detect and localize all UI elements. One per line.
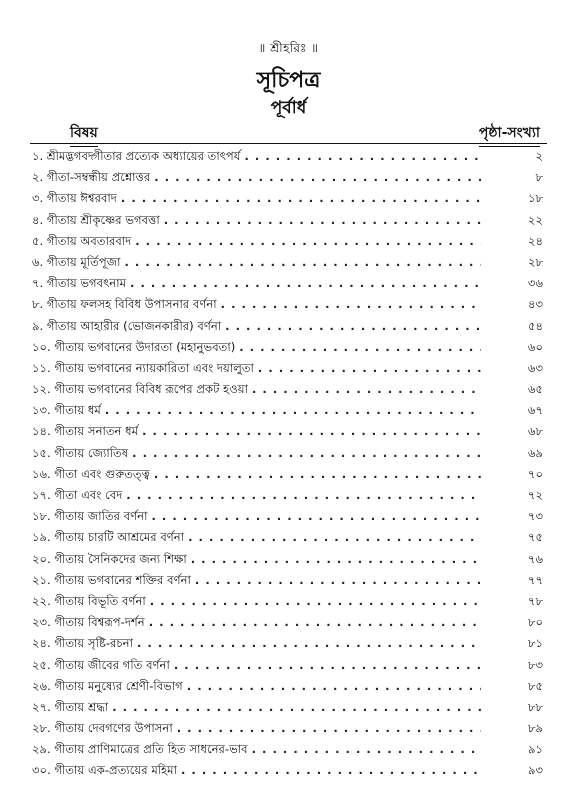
toc-entry-page-number: ৮০ <box>527 615 543 630</box>
dot-leader <box>221 316 481 337</box>
toc-entry-title: ১০. গীতায় ভগবানের উদারতা (মহানুভবতা) <box>32 339 236 354</box>
toc-entry-page-number: ২ <box>535 149 543 163</box>
dot-leader <box>191 570 481 591</box>
toc-entry-page-number: ৩৬ <box>527 276 543 291</box>
toc-entry-page-number: ১৮ <box>527 191 543 206</box>
toc-entry-page-number: ৬৭ <box>527 403 543 418</box>
toc-entry <box>32 655 547 676</box>
toc-entry <box>32 146 547 167</box>
toc-entry <box>32 612 547 633</box>
toc-entry-title: ৩০. গীতায় এক-প্রত্যয়ের মহিমা <box>32 763 177 778</box>
toc-entry-title: ২৫. গীতায় জীবের গতি বর্ণনা <box>32 657 170 672</box>
dot-leader <box>187 549 481 570</box>
toc-entry-page-number: ৭৫ <box>527 530 543 545</box>
dot-leader <box>138 421 481 442</box>
toc-entry-page-number: ৮১ <box>527 636 543 651</box>
toc-entry-page-number: ৮৯ <box>527 721 543 736</box>
toc-entry <box>32 676 547 697</box>
toc-entry <box>32 697 547 718</box>
toc-entry-title: ১. শ্রীমদ্ভগবদ্গীতার প্রত্যেক অধ্যায়ের তাৎপর্য <box>32 149 241 163</box>
toc-entry-page-number: ৮৮ <box>527 699 543 714</box>
toc-entry-page-number: ২২ <box>527 212 543 227</box>
toc-entry-title: ১৭. গীতা এবং বেদ <box>32 488 123 502</box>
toc-entry <box>32 633 547 654</box>
dot-leader <box>254 358 481 379</box>
dot-leader <box>184 527 481 548</box>
toc-entry-page-number: ৭২ <box>527 488 543 502</box>
toc-entry-page-number: ৮ <box>535 170 543 185</box>
toc-entry <box>32 252 547 273</box>
toc-entry-title: ১১. গীতায় ভগবানের ন্যায়কারিতা এবং দয়ালুতা <box>32 360 254 375</box>
toc-entry-title: ৩. গীতায় ঈশ্বরবাদ <box>32 191 117 206</box>
section-subtitle: পূর্বার্ধ <box>270 98 307 118</box>
dot-leader <box>177 760 481 781</box>
dot-leader <box>150 464 481 485</box>
toc-entry-title: ২. গীতা-সম্বন্ধীয় প্রশ্নোত্তর <box>32 170 151 185</box>
toc-entry-title: ১৩. গীতায় ধর্ম <box>32 403 101 418</box>
dot-leader <box>240 146 481 167</box>
toc-entry-page-number: ৭৭ <box>527 572 543 587</box>
toc-entry-title: ৯. গীতায় আহারীর (ভোজনকারীর) বর্ণনা <box>32 318 222 333</box>
dot-leader <box>217 294 481 315</box>
subject-column-header: বিষয় <box>70 121 98 147</box>
toc-entry-title: ২৭. গীতায় শ্রদ্ধা <box>32 699 109 714</box>
toc-entry <box>32 527 547 548</box>
dot-leader <box>120 252 481 273</box>
dot-leader <box>117 188 481 209</box>
toc-entry-title: ২২. গীতায় বিভূতি বর্ণনা <box>32 593 146 608</box>
toc-entry-page-number: ৬৯ <box>527 445 543 460</box>
toc-entry-page-number: ৬৮ <box>527 424 543 439</box>
toc-entry <box>32 358 547 379</box>
dot-leader <box>128 443 481 464</box>
toc-entry <box>32 739 547 760</box>
page-number-column-header: পৃষ্ঠা-সংখ্যা <box>479 121 540 147</box>
toc-entry-page-number: ৬৩ <box>527 360 543 375</box>
toc-entry-page-number: ২৪ <box>527 233 543 248</box>
toc-entry-title: ২০. গীতায় সৈনিকদের জন্য শিক্ষা <box>32 551 187 566</box>
toc-entry <box>32 231 547 252</box>
toc-entry-page-number: ২৮ <box>527 254 543 269</box>
dot-leader <box>126 273 481 294</box>
dot-leader <box>248 379 481 400</box>
toc-entry-title: ৭. গীতায় ভগবৎনাম <box>32 276 127 291</box>
toc-entry <box>32 443 547 464</box>
toc-entry-title: ২৯. গীতায় প্রাণিমাত্রের প্রতি হিত সাধনের-ভাব <box>32 742 248 757</box>
toc-entry-page-number: ৯৩ <box>527 763 543 778</box>
toc-entry-page-number: ৮৫ <box>527 678 543 693</box>
toc-entry-title: ২১. গীতায় ভগবানের শক্তির বর্ণনা <box>32 572 191 587</box>
toc-entry-page-number: ৫৪ <box>527 318 543 333</box>
toc-entry-title: ২৬. গীতায় মনুষ্যের শ্রেণী-বিভাগ <box>32 678 183 693</box>
dot-leader <box>131 231 481 252</box>
toc-entry-title: ১৪. গীতায় সনাতন ধর্ম <box>32 424 139 439</box>
toc-entry-title: ৬. গীতায় মূর্তিপূজা <box>32 254 121 269</box>
toc-entry-page-number: ৭৮ <box>527 593 543 608</box>
dot-leader <box>160 210 481 231</box>
toc-entry <box>32 570 547 591</box>
toc-entry-title: ৪. গীতায় শ্রীকৃষ্ণের ভগবত্তা <box>32 212 160 227</box>
dot-leader <box>108 697 481 718</box>
dot-leader <box>147 506 481 527</box>
toc-entry-title: ১২. গীতায় ভগবানের বিবিধ রূপের প্রকট হওয়া <box>32 382 248 397</box>
toc-entry <box>32 421 547 442</box>
toc-entry <box>32 549 547 570</box>
dot-leader <box>235 337 481 358</box>
toc-entry <box>32 485 547 506</box>
toc-entry-title: ১৮. গীতায় জাতির বর্ণনা <box>32 509 148 524</box>
toc-entry-title: ২৩. গীতায় বিশ্বরূপ-দর্শন <box>32 615 145 630</box>
dot-leader <box>146 591 481 612</box>
toc-entry-page-number: ৬০ <box>527 339 543 354</box>
toc-entry-title: ৫. গীতায় অবতারবাদ <box>32 233 132 248</box>
toc-entry-page-number: ৯১ <box>527 742 543 757</box>
toc-entry-page-number: ৮৩ <box>527 657 543 672</box>
page-title: সূচিপত্র <box>256 68 321 93</box>
toc-entry-title: ২৮. গীতায় দেবগণের উপাসনা <box>32 721 173 736</box>
toc-entry-title: ১৫. গীতায় জ্যোতিষ <box>32 445 129 460</box>
toc-entry-page-number: ৭৩ <box>527 509 543 524</box>
toc-entry <box>32 210 547 231</box>
toc-entry <box>32 591 547 612</box>
toc-entry <box>32 379 547 400</box>
dot-leader <box>150 167 481 188</box>
toc-entry <box>32 400 547 421</box>
toc-entry-page-number: ৬৫ <box>527 382 543 397</box>
toc-entry-title: ১৬. গীতা এবং গুরুতত্ত্ব <box>32 466 150 481</box>
toc-entry <box>32 506 547 527</box>
toc-entry-page-number: ৪৩ <box>527 297 543 312</box>
header-divider <box>30 143 547 144</box>
toc-entry <box>32 188 547 209</box>
invocation-text: ॥ শ্রীহরিঃ ॥ <box>258 41 319 55</box>
toc-entry <box>32 464 547 485</box>
dot-leader <box>173 718 481 739</box>
dot-leader <box>170 655 481 676</box>
toc-entry-page-number: ৭০ <box>527 466 543 481</box>
dot-leader <box>133 633 481 654</box>
toc-entry-page-number: ৭৬ <box>527 551 543 566</box>
dot-leader <box>183 676 481 697</box>
dot-leader <box>248 739 481 760</box>
toc-entry <box>32 294 547 315</box>
toc-entry <box>32 316 547 337</box>
toc-entry-title: ১৯. গীতায় চারটি আশ্রমের বর্ণনা <box>32 530 185 545</box>
toc-entry <box>32 273 547 294</box>
dot-leader <box>101 400 481 421</box>
toc-entry <box>32 718 547 739</box>
toc-entry-title: ২৪. গীতায় সৃষ্টি-রচনা <box>32 636 133 651</box>
dot-leader <box>122 485 481 506</box>
table-of-contents <box>32 146 547 782</box>
toc-entry-title: ৮. গীতায় ফলসহ বিবিধ উপাসনার বর্ণনা <box>32 297 217 312</box>
dot-leader <box>145 612 481 633</box>
toc-entry <box>32 167 547 188</box>
toc-entry <box>32 760 547 781</box>
toc-entry <box>32 337 547 358</box>
